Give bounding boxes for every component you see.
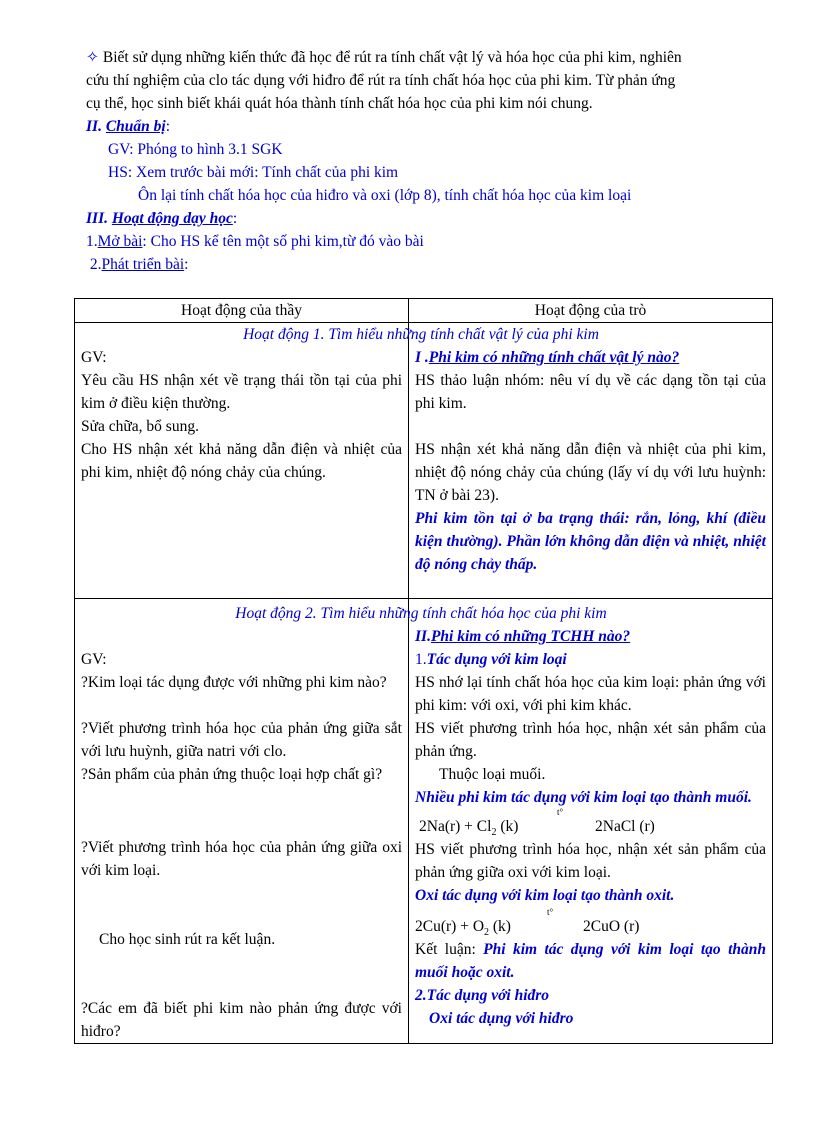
student-conclusion-1: Phi kim tồn tại ở ba trạng thái: rắn, lỏng, khí (điều kiện thường). Phần lớn không dẫn điện và nhiệt, nhiệt độ nóng chảy thấp.: [415, 510, 766, 573]
objective-line-2: cứu thí nghiệm của clo tác dụng với hiđro để rút ra tính chất hóa học của phi kim. Từ phản ứng: [86, 72, 676, 89]
activity-2-title: Hoạt động 2. Tìm hiểu những tính chất hóa học của phi kim: [235, 605, 607, 622]
student-answer-state: HS thảo luận nhóm: nêu ví dụ về các dạng tồn tại của phi kim.: [415, 372, 766, 412]
student-conclusion-salt: Nhiều phi kim tác dụng với kim loại tạo thành muối.: [415, 789, 752, 806]
prep-student: HS: Xem trước bài mới: Tính chất của phi kim: [108, 164, 399, 181]
teacher-question-product: ?Sản phẩm của phản ứng thuộc loại hợp chất gì?: [81, 766, 383, 783]
teacher-question-oxygen: ?Viết phương trình hóa học của phản ứng giữa oxi với kim loại.: [81, 839, 402, 879]
col-teacher-header: Hoạt động của thầy: [75, 299, 409, 323]
activity-2-student: [409, 599, 773, 1044]
teacher-question-conduct: Cho HS nhận xét khả năng dẫn điện và nhiệt của phi kim, nhiệt độ nóng chảy của chúng.: [81, 441, 402, 481]
activity-table: [74, 298, 773, 1044]
student-answer-salt: Thuộc loại muối.: [439, 766, 546, 783]
activity-1-row: [75, 323, 773, 599]
activity-2-row: [75, 599, 773, 1044]
activity-1-title: Hoạt động 1. Tìm hiểu những tính chất vật lý của phi kim: [243, 326, 599, 343]
student-answer-conduct: HS nhận xét khả năng dẫn điện và nhiệt của phi kim, nhiệt độ nóng chảy của chúng (lấy ví dụ với lưu huỳnh: TN ở bài 23).: [415, 441, 766, 504]
teacher-question-state: Yêu cầu HS nhận xét về trạng thái tồn tại của phi kim ở điều kiện thường.: [81, 372, 402, 412]
activity-1-student: [409, 323, 773, 599]
teacher-gv-label: GV:: [81, 349, 107, 366]
teacher-fix-note: Sửa chữa, bổ sung.: [81, 418, 199, 435]
student-sub-2-heading: 2.Tác dụng với hiđro: [415, 987, 550, 1004]
step-opening: 1.Mở bài: Cho HS kể tên một số phi kim,từ đó vào bài: [86, 233, 424, 250]
prep-teacher: GV: Phóng to hình 3.1 SGK: [108, 141, 283, 158]
prep-student-review: Ôn lại tính chất hóa học của hiđro và oxi (lớp 8), tính chất hóa học của kim loại: [138, 187, 632, 204]
teacher-question-metals: ?Kim loại tác dụng được với những phi kim nào?: [81, 674, 387, 691]
student-answer-metals: HS nhớ lại tính chất hóa học của kim loại: phản ứng với phi kim: với oxi, với phi kim khác.: [415, 674, 766, 714]
table-header-row: [75, 299, 773, 323]
teacher-question-equation: ?Viết phương trình hóa học của phản ứng giữa sắt với lưu huỳnh, giữa natri với clo.: [81, 720, 402, 760]
intro-section: [86, 46, 746, 276]
col-student-header: Hoạt động của trò: [409, 299, 773, 323]
student-final-conclusion: Kết luận: Phi kim tác dụng với kim loại tạo thành muối hoặc oxit.: [415, 941, 766, 981]
student-sub-1-heading: 1.Tác dụng với kim loại: [415, 651, 567, 668]
teacher-conclusion-prompt: Cho học sinh rút ra kết luận.: [99, 931, 276, 948]
student-answer-oxygen: HS viết phương trình hóa học, nhận xét sản phẩm của phản ứng giữa oxi với kim loại.: [415, 841, 766, 881]
section-3-heading: III. Hoạt động dạy học:: [86, 210, 238, 227]
section-2-heading: II. Chuẩn bị:: [86, 118, 171, 135]
objective-line-3: cụ thể, học sinh biết khái quát hóa thành tính chất hóa học của phi kim nói chung.: [86, 95, 593, 112]
student-conclusion-oxide: Oxi tác dụng với kim loại tạo thành oxit.: [415, 887, 675, 904]
heat-symbol-2: t°: [547, 907, 554, 917]
equation-cu-o2: $2Cu(r) + O_2$ (k) t° 2CuO (r): [415, 907, 640, 939]
student-section-1-heading: I .Phi kim có những tính chất vật lý nào?: [415, 349, 680, 366]
teacher-gv-label-2: GV:: [81, 651, 107, 668]
heat-symbol-1: t°: [557, 807, 564, 817]
teacher-question-hydrogen: ?Các em đã biết phi kim nào phản ứng được với hiđro?: [81, 1000, 402, 1040]
student-answer-equation: HS viết phương trình hóa học, nhận xét sản phẩm của phản ứng.: [415, 720, 766, 760]
equation-na-cl: $2Na(r) + Cl_2$ (k) t° 2NaCl (r): [419, 807, 655, 839]
student-section-2-heading: II.Phi kim có những TCHH nào?: [415, 628, 631, 645]
objective-line-1: ✧ Biết sử dụng những kiến thức đã học để rút ra tính chất vật lý và hóa học của phi kim, nghiên: [86, 49, 682, 66]
student-sub-2-note: Oxi tác dụng với hiđro: [429, 1010, 574, 1027]
diamond-bullet-icon: ✧: [86, 49, 99, 66]
step-development: 2.Phát triển bài:: [89, 256, 189, 273]
